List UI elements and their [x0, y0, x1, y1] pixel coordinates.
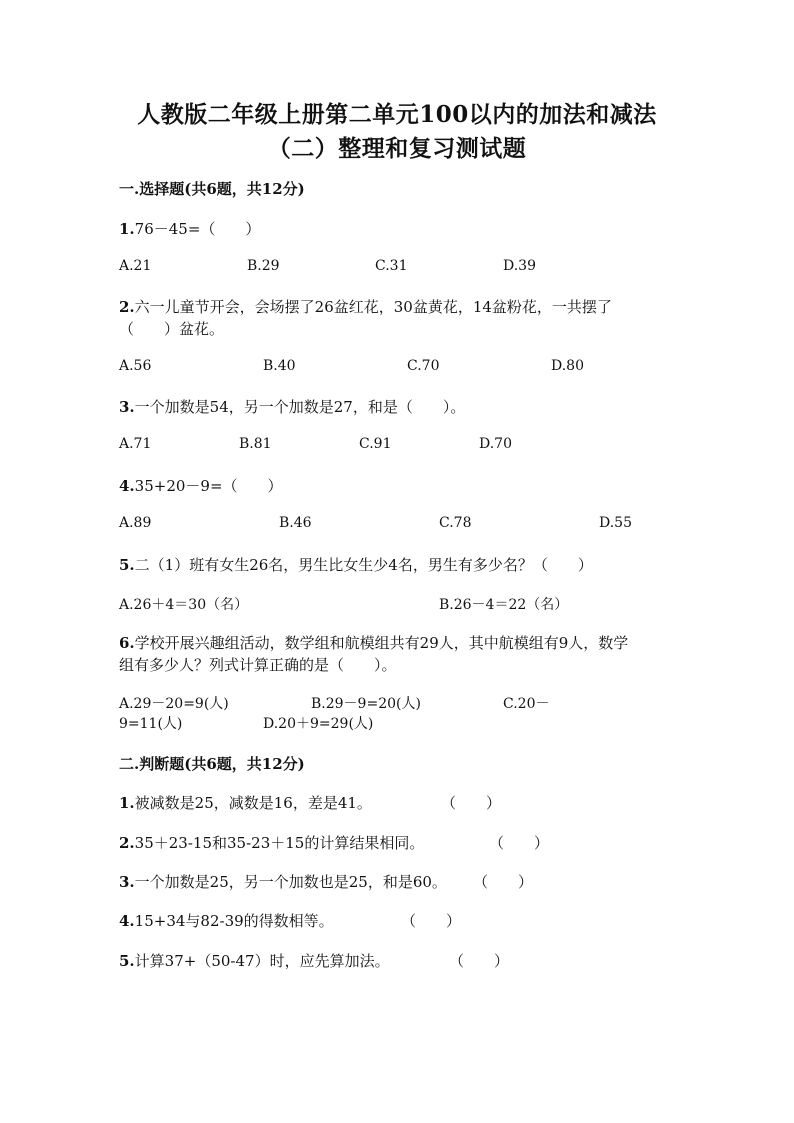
- judgment-1: [119, 792, 372, 813]
- question-text: 学校开展兴趣组活动，数学组和航模组共有29人，其中航模组有9人，数学: [134, 634, 629, 652]
- question-text: 六一儿童节开会，会场摆了26盆红花，30盆黄花，14盆粉花，一共摆了: [134, 298, 612, 316]
- question-6-continued: 组有多少人？列式计算正确的是（ ）。: [119, 656, 397, 674]
- question-4: [119, 475, 283, 496]
- question-number: 1.: [119, 794, 135, 812]
- question-text: 二（1）班有女生26名，男生比女生少4名，男生有多少名？（ ）: [134, 556, 593, 574]
- title-line-2: （二）整理和复习测试题: [267, 135, 527, 162]
- judgment-4: [119, 910, 334, 931]
- question-6: [119, 632, 628, 653]
- option-a[interactable]: A.89: [119, 515, 152, 531]
- option-b[interactable]: B.29－9=20(人): [311, 696, 421, 712]
- option-d[interactable]: D.70: [479, 436, 512, 452]
- option-c[interactable]: C.70: [407, 358, 440, 374]
- question-1: [119, 218, 260, 239]
- question-text: 一个加数是25，另一个加数也是25，和是60。: [134, 873, 447, 891]
- option-d[interactable]: D.20＋9=29(人): [263, 716, 374, 732]
- option-a[interactable]: A.29－20=9(人): [119, 696, 229, 712]
- question-2: [119, 296, 612, 317]
- option-b[interactable]: B.46: [279, 515, 312, 531]
- option-b[interactable]: B.29: [247, 258, 280, 274]
- question-text: 76－45=（ ）: [134, 220, 261, 238]
- answer-blank[interactable]: （ ）: [441, 794, 502, 812]
- question-number: 5.: [119, 556, 135, 574]
- option-c[interactable]: C.78: [439, 515, 472, 531]
- question-text: 一个加数是54，另一个加数是27，和是（ ）。: [134, 398, 466, 416]
- question-2-continued: （ ）盆花。: [119, 320, 225, 338]
- option-d[interactable]: D.39: [503, 258, 536, 274]
- option-a[interactable]: A.21: [119, 258, 152, 274]
- title-line-1: 人教版二年级上册第二单元100以内的加法和减法: [137, 101, 657, 128]
- option-c[interactable]: C.20－: [503, 696, 550, 712]
- judgment-2: [119, 832, 424, 853]
- question-number: 6.: [119, 634, 135, 652]
- answer-blank[interactable]: （ ）: [489, 834, 550, 852]
- option-c[interactable]: C.91: [359, 436, 392, 452]
- question-5: [119, 554, 593, 575]
- question-text: 15+34与82-39的得数相等。: [134, 912, 334, 930]
- option-d[interactable]: D.80: [551, 358, 584, 374]
- section-heading-choice: 一.选择题(共6题，共12分): [119, 180, 305, 198]
- option-d[interactable]: D.55: [599, 515, 632, 531]
- question-text: 35+20－9=（ ）: [134, 477, 283, 495]
- option-a[interactable]: A.71: [119, 436, 152, 452]
- option-a[interactable]: A.56: [119, 358, 152, 374]
- question-text: 被减数是25，减数是16，差是41。: [134, 794, 372, 812]
- question-number: 2.: [119, 298, 135, 316]
- question-number: 3.: [119, 873, 135, 891]
- option-b[interactable]: B.40: [263, 358, 296, 374]
- question-text: 计算37+（50-47）时，应先算加法。: [134, 952, 390, 970]
- answer-blank[interactable]: （ ）: [449, 952, 510, 970]
- judgment-3: [119, 871, 447, 892]
- section-heading-judgment: 二.判断题(共6题，共12分): [119, 755, 305, 773]
- question-number: 4.: [119, 477, 135, 495]
- answer-blank[interactable]: （ ）: [401, 912, 462, 930]
- question-number: 1.: [119, 220, 135, 238]
- question-3: [119, 396, 465, 417]
- judgment-5: [119, 950, 390, 971]
- option-c[interactable]: C.31: [375, 258, 408, 274]
- question-number: 4.: [119, 912, 135, 930]
- question-number: 3.: [119, 398, 135, 416]
- option-a[interactable]: A.26＋4＝30（名）: [119, 597, 249, 613]
- answer-blank[interactable]: （ ）: [473, 873, 534, 891]
- question-text: 35＋23-15和35-23＋15的计算结果相同。: [134, 834, 425, 852]
- question-number: 2.: [119, 834, 135, 852]
- option-b[interactable]: B.26－4＝22（名）: [439, 597, 569, 613]
- option-c-continued: 9=11(人): [119, 716, 183, 732]
- option-b[interactable]: B.81: [239, 436, 272, 452]
- question-number: 5.: [119, 952, 135, 970]
